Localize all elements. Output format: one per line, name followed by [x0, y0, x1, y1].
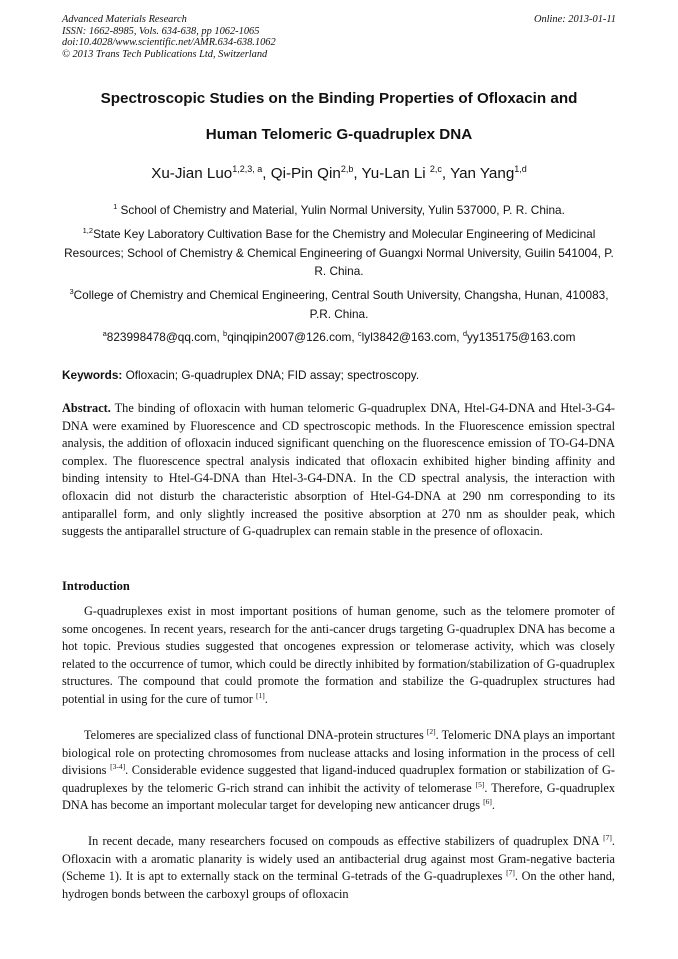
paragraph-text: . Therefore, G-quadruplex DNA has become an important molecular target for developing new anticancer drugs: [62, 780, 615, 813]
paragraph-text: . Ofloxacin with a aromatic planarity is widely used an antibacterial drug against most Gram-negative bacteria (Scheme 1). It is apt to externally stack on the terminal G-tetrads of the G-quadruplexes: [62, 834, 615, 884]
abstract-text: The binding of ofloxacin with human telomeric G-quadruplex DNA, Htel-G4-DNA and Htel-3-G4-DNA were examined by Fluorescence and CD spectroscopic methods. In the Fluorescence emission spectral analysis, the addition of ofloxacin induced significant quenching on the fluorescence emission of TO-G4-DNA complex. The fluorescence spectral analysis indicated that ofloxacin exhibited higher binding affinity and binding intensity to Htel-G4-DNA than Htel-3-G4-DNA. In the CD spectral analysis, the interaction with ofloxacin did not disturb the characteristic absorption of Htel-G4-DNA at 290 nm corresponding to its antiparallel form, and only slightly increased the positive absorption at 270 nm as shoulder peak, which suggests the antiparallel structure of G-quadruplex can remain stable in the presence of ofloxacin.: [62, 401, 615, 539]
paragraph-text: .: [264, 691, 268, 706]
author-separator: ,: [353, 165, 362, 182]
affiliation-text: School of Chemistry and Material, Yulin Normal University, Yulin 537000, P. R. China.: [120, 203, 565, 217]
author-list: [62, 165, 616, 182]
paper-title-line-2: Human Telomeric G-quadruplex DNA: [205, 126, 473, 143]
email-list: [62, 328, 616, 347]
paragraph-text: . On the other hand, hydrogen bonds between the carboxyl groups of ofloxacin: [62, 869, 615, 901]
author-name: Xu-Jian Luo: [151, 165, 233, 182]
paragraph-text: . Considerable evidence suggested that ligand-induced quadruplex formation or stabilization of G-quadruplexes by the telomeric G-rich strand can inhibit the activity of telomerase: [62, 763, 615, 795]
affiliation-marker: 1,2: [82, 226, 94, 235]
email-marker: c: [357, 329, 362, 338]
journal-name: Advanced Materials Research: [62, 14, 187, 25]
keywords-text: Ofloxacin; G-quadruplex DNA; FID assay; spectroscopy.: [122, 368, 420, 382]
keywords: [62, 368, 616, 382]
author-name: Yu-Lan Li: [361, 165, 430, 182]
author-superscript: 1,d: [514, 164, 527, 174]
affiliation-2: [62, 225, 616, 281]
email-address: qinqipin2007@126.com: [227, 330, 352, 344]
author-name: Qi-Pin Qin: [270, 165, 341, 182]
author-separator: ,: [262, 165, 271, 182]
citation: [7]: [506, 868, 515, 878]
journal-header: [62, 14, 622, 60]
email-address: 823998478@qq.com: [106, 330, 217, 344]
introduction-paragraph-1: [62, 603, 615, 709]
paper-title-line-1: Spectroscopic Studies on the Binding Properties of Ofloxacin and: [100, 90, 578, 107]
abstract-label: Abstract.: [62, 401, 111, 415]
email-address: lyl3842@163.com: [361, 330, 457, 344]
author-superscript: 2,c: [429, 164, 442, 174]
email-separator: ,: [351, 330, 358, 344]
keywords-label: Keywords:: [62, 368, 123, 382]
citation: [7]: [603, 833, 612, 842]
doi-line: doi:10.4028/www.scientific.net/AMR.634-638.1062: [62, 37, 276, 49]
author-separator: ,: [441, 165, 451, 182]
paragraph-text: G-quadruplexes exist in most important positions of human genome, such as the telomere promoter of some oncogenes. In recent years, research for the anti-cancer drugs targeting G-quadruplex DNA has become a hot topic. Previous studies suggested that oncogenes expression or telomerase activity, which was closely related to the occurrence of tumor, which could be directly inhibited by formation/stabilization of G-quadruplex structures. The compound that could promote the formation and stabilize the G-quadruplex structures had potential in using for the cure of tumor: [62, 604, 615, 706]
section-heading-introduction: Introduction: [62, 579, 130, 593]
citation: [1]: [255, 690, 265, 700]
citation: [3-4]: [110, 762, 126, 772]
introduction-paragraph-3: [62, 833, 615, 903]
citation: [5]: [475, 779, 485, 789]
email-address: yy135175@163.com: [467, 330, 576, 344]
online-date: Online: 2013-01-11: [533, 14, 616, 25]
affiliation-1: [62, 201, 616, 220]
paragraph-text: In recent decade, many researchers focused on compouds as effective stabilizers of quadruplex DNA: [88, 834, 604, 848]
affiliation-text: College of Chemistry and Chemical Engineering, Central South University, Changsha, Hunan, 410083, P.R. China.: [73, 288, 609, 321]
email-marker: a: [102, 329, 107, 338]
paragraph-text: Telomeres are specialized class of functional DNA-protein structures: [84, 728, 427, 742]
author-superscript: 2,b: [340, 164, 354, 174]
email-separator: ,: [216, 330, 224, 344]
abstract: [62, 400, 615, 541]
issn-line: ISSN: 1662-8985, Vols. 634-638, pp 1062-1065: [62, 25, 260, 37]
affiliation-marker: 1: [113, 202, 118, 211]
email-marker: b: [223, 329, 228, 338]
copyright-line: © 2013 Trans Tech Publications Ltd, Switzerland: [62, 48, 268, 60]
paragraph-text: .: [491, 798, 495, 813]
citation: [6]: [483, 797, 492, 807]
affiliation-3: [62, 286, 616, 323]
email-marker: d: [462, 329, 468, 338]
introduction-paragraph-2: [62, 727, 615, 815]
paragraph-text: . Telomeric DNA plays an important biological role on protecting chromosomes from nuclease attacks and losing information in the process of cell divisions: [62, 728, 615, 778]
affiliation-text: State Key Laboratory Cultivation Base for the Chemistry and Molecular Engineering of Medicinal Resources; School of Chemistry & Chemical Engineering of Guangxi Normal University, Guilin 541004, P. R. China.: [64, 227, 614, 278]
email-separator: ,: [456, 330, 463, 344]
author-superscript: 1,2,3, a: [232, 164, 263, 174]
author-name: Yan Yang: [450, 165, 515, 182]
affiliation-marker: 3: [69, 287, 74, 296]
citation: [2]: [426, 727, 436, 736]
